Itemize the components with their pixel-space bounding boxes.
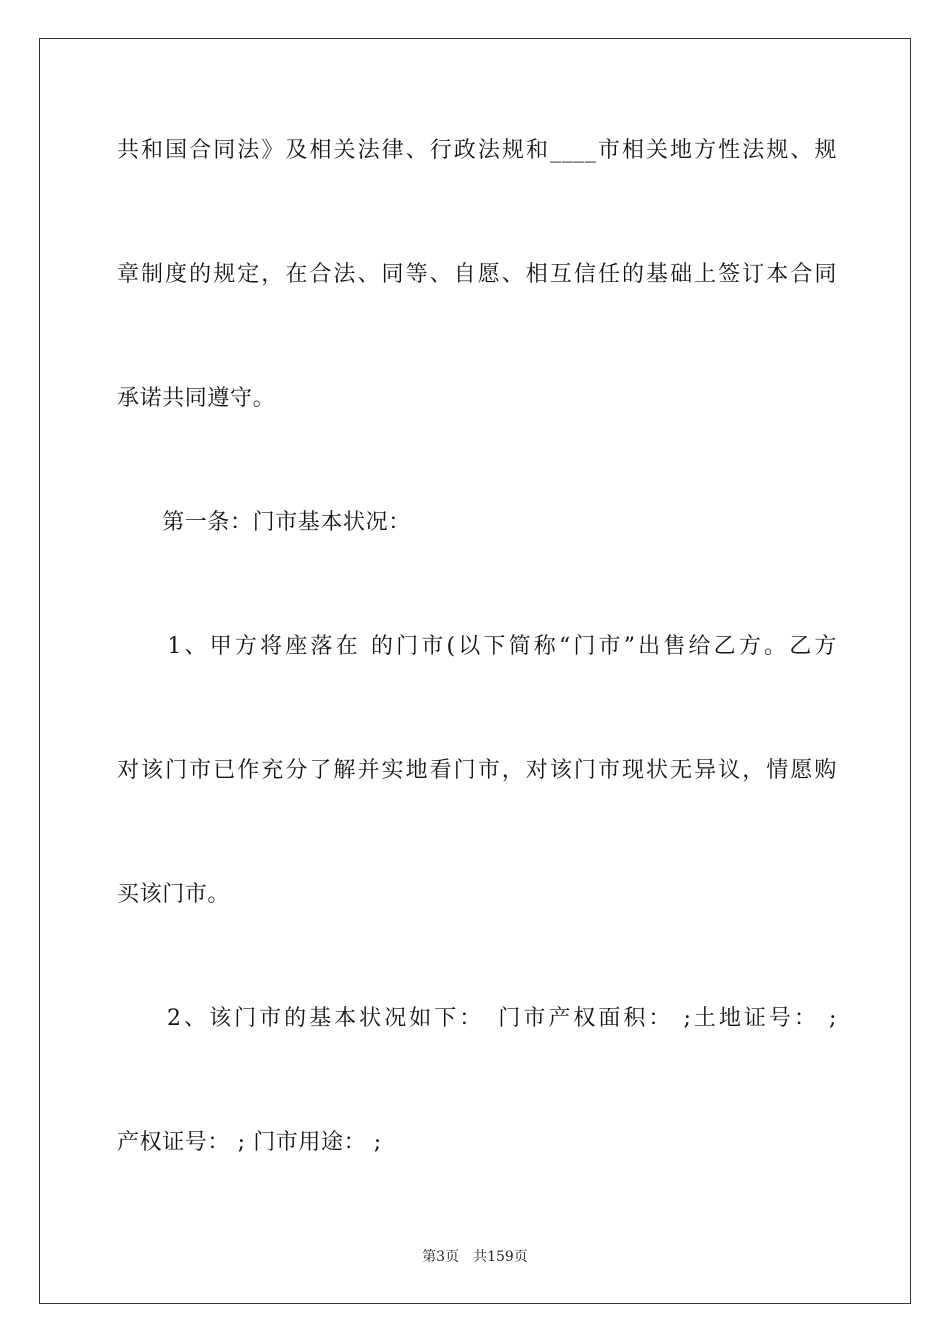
text-line-8: 2、该门市的基本状况如下： 门市产权面积： ;土地证号： ;	[117, 1006, 837, 1031]
page-number-footer: 第3页 共159页	[422, 1249, 528, 1265]
text-line-5: 1、甲方将座落在 的门市(以下简称“门市”出售给乙方。乙方	[117, 634, 837, 659]
text-line-3: 承诺共同遵守。	[117, 386, 276, 411]
text-line-9: 产权证号： ; 门市用途： ;	[117, 1130, 382, 1155]
page-border	[39, 38, 911, 1304]
text-line-7: 买该门市。	[117, 882, 231, 907]
article-heading: 第一条：门市基本状况：	[117, 510, 411, 535]
text-line-2: 章制度的规定，在合法、同等、自愿、相互信任的基础上签订本合同	[117, 262, 837, 287]
text-line-1: 共和国合同法》及相关法律、行政法规和____市相关地方性法规、规	[117, 138, 837, 163]
text-line-6: 对该门市已作充分了解并实地看门市，对该门市现状无异议，情愿购	[117, 758, 837, 783]
